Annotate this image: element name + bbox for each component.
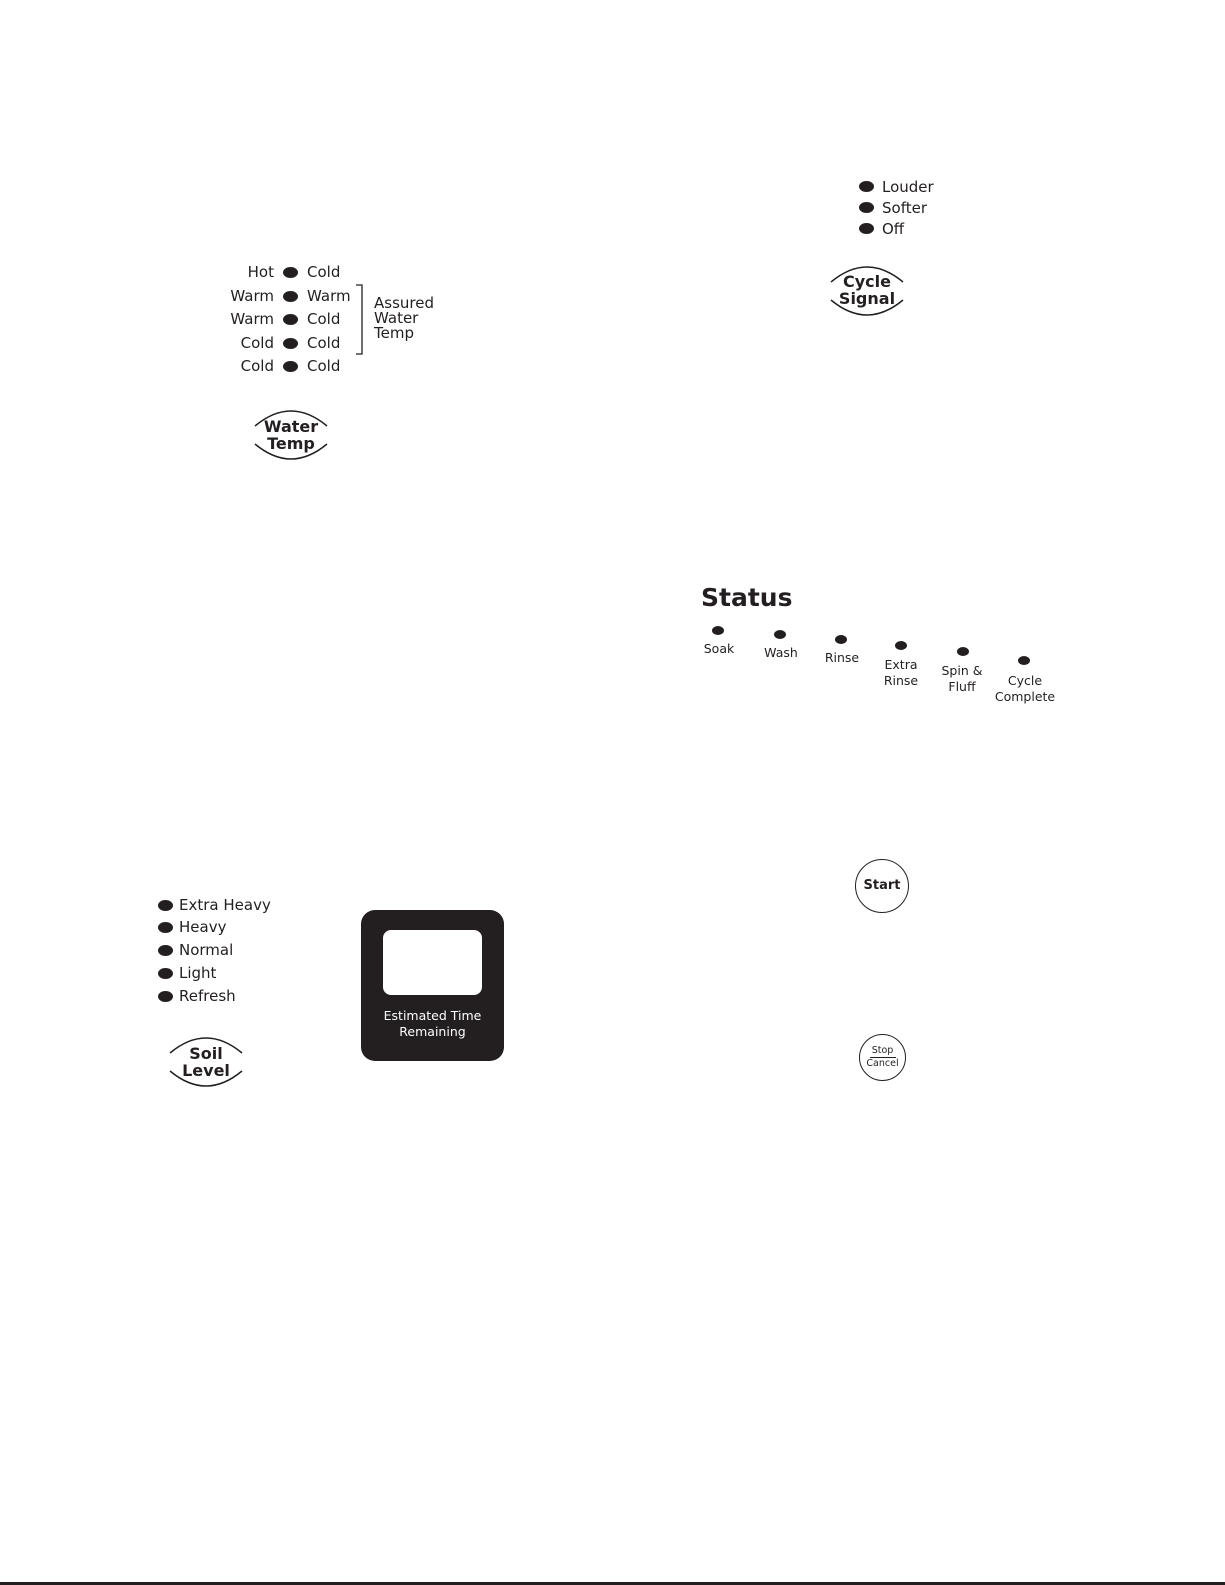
- indicator-light: [283, 267, 298, 278]
- assured-temp-bracket: [355, 284, 367, 356]
- status-light-wash: [774, 630, 786, 639]
- status-label-extra-rinse-1: Extra: [884, 657, 918, 672]
- status-label-cycle-complete-2: Complete: [994, 689, 1056, 704]
- rinse-temp-label: Cold: [307, 310, 341, 328]
- assured-temp-label-2: Water: [374, 309, 419, 327]
- wash-temp-label: Warm: [230, 310, 274, 328]
- status-light-spin-fluff: [957, 647, 969, 656]
- rinse-temp-label: Warm: [307, 287, 351, 305]
- status-light-extra-rinse: [895, 641, 907, 650]
- start-button-label: Start: [863, 878, 901, 893]
- soil-option-heavy: Heavy: [179, 918, 227, 936]
- rinse-temp-label: Cold: [307, 334, 341, 352]
- wash-temp-label: Cold: [240, 334, 274, 352]
- start-button[interactable]: [855, 859, 909, 913]
- cycle-signal-button[interactable]: [825, 262, 909, 320]
- status-light-rinse: [835, 635, 847, 644]
- water-temp-button-label-2: Temp: [267, 434, 315, 453]
- rinse-temp-label: Cold: [307, 263, 341, 281]
- time-display-label-1: Estimated Time: [383, 1008, 482, 1023]
- cycle-signal-option-louder: Louder: [882, 178, 934, 196]
- indicator-light: [158, 968, 173, 979]
- wash-temp-label: Warm: [230, 287, 274, 305]
- status-label-cycle-complete-1: Cycle: [1007, 673, 1043, 688]
- indicator-light: [158, 900, 173, 911]
- indicator-light: [283, 314, 298, 325]
- water-temp-button[interactable]: [249, 406, 333, 464]
- water-temp-button-label-1: Water: [263, 417, 319, 436]
- status-label-spin-fluff-1: Spin &: [941, 663, 983, 678]
- indicator-light: [158, 922, 173, 933]
- status-title: Status: [701, 583, 793, 612]
- status-label-spin-fluff-2: Fluff: [948, 679, 976, 694]
- soil-option-extra-heavy: Extra Heavy: [179, 896, 271, 914]
- time-display-label-2: Remaining: [399, 1024, 466, 1039]
- time-display-panel: [361, 910, 504, 1061]
- soil-level-button-label-2: Level: [182, 1061, 230, 1080]
- indicator-light: [158, 991, 173, 1002]
- soil-option-light: Light: [179, 964, 217, 982]
- soil-option-normal: Normal: [179, 941, 234, 959]
- stop-cancel-button[interactable]: [859, 1034, 906, 1081]
- cycle-signal-button-label-2: Signal: [838, 289, 896, 308]
- cycle-signal-button-label-1: Cycle: [843, 272, 891, 291]
- assured-temp-label-1: Assured: [374, 294, 434, 312]
- status-label-extra-rinse-2: Rinse: [883, 673, 919, 688]
- wash-temp-label: Hot: [247, 263, 274, 281]
- soil-option-refresh: Refresh: [179, 987, 236, 1005]
- indicator-light: [158, 945, 173, 956]
- wash-temp-label: Cold: [240, 357, 274, 375]
- stop-label: Stop: [871, 1045, 894, 1056]
- indicator-light: [859, 181, 874, 192]
- indicator-light: [283, 361, 298, 372]
- assured-temp-label-3: Temp: [374, 324, 414, 342]
- status-label-wash: Wash: [764, 645, 798, 660]
- soil-level-button[interactable]: [164, 1033, 248, 1091]
- cancel-label: Cancel: [866, 1058, 899, 1069]
- indicator-light: [859, 202, 874, 213]
- status-light-soak: [712, 626, 724, 635]
- time-display-screen: [383, 930, 482, 995]
- rinse-temp-label: Cold: [307, 357, 341, 375]
- indicator-light: [859, 223, 874, 234]
- soil-level-button-label-1: Soil: [189, 1044, 223, 1063]
- indicator-light: [283, 338, 298, 349]
- status-label-soak: Soak: [703, 641, 735, 656]
- status-label-rinse: Rinse: [824, 650, 860, 665]
- status-light-cycle-complete: [1018, 656, 1030, 665]
- cycle-signal-option-off: Off: [882, 220, 905, 238]
- cycle-signal-option-softer: Softer: [882, 199, 927, 217]
- indicator-light: [283, 291, 298, 302]
